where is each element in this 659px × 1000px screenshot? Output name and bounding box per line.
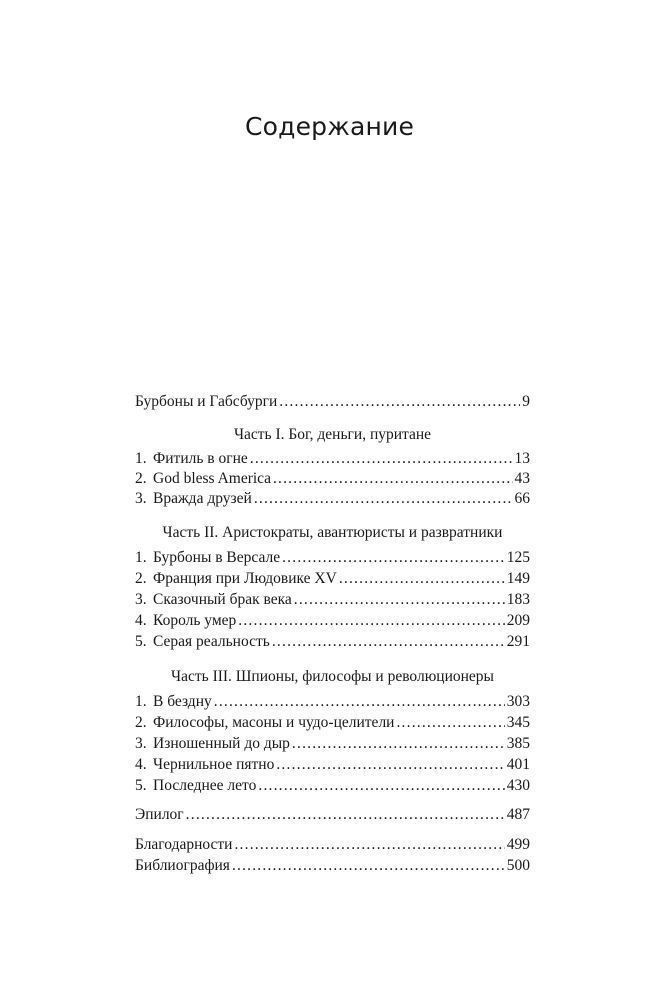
toc-entry-label: Серая реальность [153,633,270,650]
dot-leader [238,611,504,631]
dot-leader [292,734,505,754]
toc-entry-page: 487 [506,806,530,823]
toc-entry-epilogue[interactable] [135,805,530,825]
toc-entry-label: Эпилог [135,806,184,823]
toc-entry-page: 385 [506,735,530,752]
dot-leader [294,590,505,610]
toc-entry-part3-ch1[interactable] [135,692,530,712]
chapter-number: 1. [135,693,147,710]
part-heading-1: Часть I. Бог, деньги, пуритане [233,426,432,443]
toc-entry-part2-ch2[interactable] [135,569,530,589]
toc-entry-page: 43 [514,470,530,487]
toc-entry-label: Бурбоны и Габсбурги [135,393,278,410]
dot-leader [250,449,513,469]
toc-entry-label: Благодарности [135,836,233,853]
toc-entry-part3-ch4[interactable] [135,755,530,775]
toc-entry-part2-ch1[interactable] [135,548,530,568]
toc-entry-label: Библиография [135,857,230,874]
chapter-number: 2. [135,714,147,731]
toc-entry-page: 499 [506,836,530,853]
dot-leader [282,548,505,568]
toc-entry-part2-ch4[interactable] [135,611,530,631]
toc-entry-label: Сказочный брак века [153,591,292,608]
toc-entry-page: 291 [506,633,530,650]
toc-entry-label: Философы, масоны и чудо-целители [153,714,395,731]
dot-leader [258,776,504,796]
chapter-number: 3. [135,591,147,608]
chapter-number: 1. [135,450,147,467]
dot-leader [214,692,505,712]
toc-entry-label: Вражда друзей [153,490,252,507]
dot-leader [339,569,505,589]
chapter-number: 2. [135,570,147,587]
chapter-number: 3. [135,735,147,752]
chapter-number: 2. [135,470,147,487]
toc-entry-part2-ch3[interactable] [135,590,530,610]
toc-entry-page: 401 [506,756,530,773]
part-heading-3: Часть III. Шпионы, философы и революционеры [171,668,494,685]
toc-entry-page: 149 [506,570,530,587]
chapter-number: 1. [135,549,147,566]
dot-leader [279,392,520,412]
part-heading-2: Часть II. Аристократы, авантюристы и развратники [162,524,503,541]
dot-leader [276,755,504,775]
toc-entry-part1-ch3[interactable] [135,489,530,509]
toc-entry-label: Последнее лето [153,777,257,794]
toc-entry-part1-ch1[interactable] [135,449,530,469]
toc-entry-label: Король умер [153,612,237,629]
dot-leader [273,469,513,489]
toc-entry-page: 9 [522,393,530,410]
toc-entry-page: 345 [506,714,530,731]
toc-entry-page: 209 [506,612,530,629]
toc-entry-page: 66 [514,490,530,507]
dot-leader [234,835,504,855]
toc-entry-page: 125 [506,549,530,566]
toc-entry-page: 183 [506,591,530,608]
toc-entry-acknowledgements[interactable] [135,835,530,855]
chapter-number: 4. [135,612,147,629]
toc-entry-label: В бездну [153,693,212,710]
dot-leader [254,489,513,509]
dot-leader [186,805,505,825]
toc-entry-label: Изношенный до дыр [153,735,290,752]
toc-entry-part2-ch5[interactable] [135,632,530,652]
chapter-number: 3. [135,490,147,507]
dot-leader [232,856,505,876]
toc-entry-label: Фитиль в огне [153,450,248,467]
chapter-number: 5. [135,633,147,650]
dot-leader [272,632,505,652]
toc-entry-label: Бурбоны в Версале [153,549,281,566]
toc-entry-page: 430 [506,777,530,794]
toc-entry-part3-ch5[interactable] [135,776,530,796]
toc-entry-label: Франция при Людовике XV [153,570,337,587]
toc-entry-label: Чернильное пятно [153,756,275,773]
toc-entry-intro[interactable] [135,392,530,412]
toc-entry-page: 13 [514,450,530,467]
chapter-number: 5. [135,777,147,794]
page-title: Содержание [244,112,415,141]
toc-entry-label: God bless America [153,470,271,487]
toc-entry-part3-ch3[interactable] [135,734,530,754]
chapter-number: 4. [135,756,147,773]
dot-leader [396,713,504,733]
toc-entry-part3-ch2[interactable] [135,713,530,733]
toc-entry-part1-ch2[interactable] [135,469,530,489]
toc-entry-bibliography[interactable] [135,856,530,876]
toc-entry-page: 500 [506,857,530,874]
toc-entry-page: 303 [506,693,530,710]
